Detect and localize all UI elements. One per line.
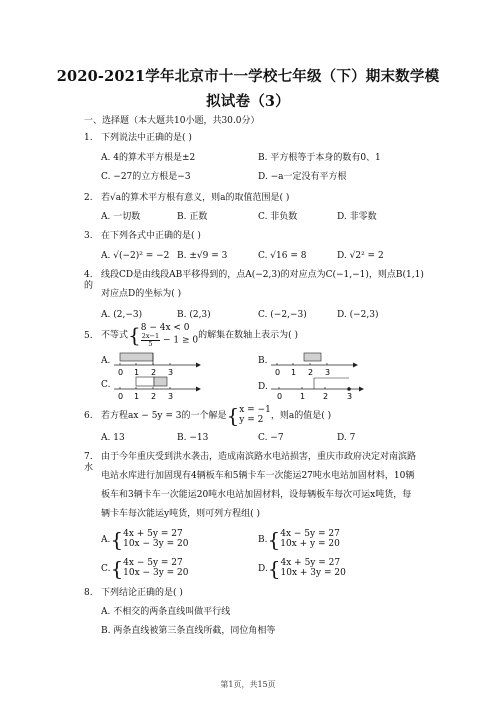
question-stem: 在下列各式中正确的是( ) [101, 231, 201, 241]
solution-system [239, 405, 271, 426]
q4-option-a: A. (2,−3) [101, 310, 143, 320]
fraction-numerator: 2x−1 [141, 332, 160, 341]
q7-option-d [258, 558, 346, 579]
equation-system [123, 529, 188, 550]
equation-2: 10x + 3y = 20 [280, 568, 346, 579]
q5-number-line-d [269, 374, 365, 402]
question-stem: 下列结论正确的是( ) [101, 588, 183, 598]
question-stem-pre: 不等式 [101, 330, 129, 341]
question-stem: 下列说法中正确的是( ) [101, 133, 192, 143]
q3-option-a: A. √(−2)² = −2 [101, 251, 170, 261]
tick-label: 3 [168, 392, 174, 401]
q5-option-a-label: A. [101, 356, 111, 366]
question-2 [84, 193, 424, 204]
question-5 [84, 323, 424, 347]
tick-label: 0 [277, 392, 283, 401]
tick-label: 3 [168, 368, 174, 377]
q2-option-b: B. 正数 [177, 212, 208, 222]
solution-x: x = −1 [239, 405, 271, 415]
question-6 [84, 405, 424, 426]
q3-option-b: B. ±√9 = 3 [177, 251, 228, 261]
question-stem-post: ，则a的值是( ) [270, 410, 332, 421]
q5-option-b-label: B. [258, 356, 268, 366]
q3-option-c: C. √16 = 8 [258, 251, 307, 261]
q4-option-d: D. (−2,3) [337, 310, 379, 320]
question-stem-pre: 若方程ax − 5y = 3的一个解是 [101, 410, 227, 421]
tick-label: 0 [275, 368, 281, 377]
option-label: B. [258, 534, 268, 545]
question-4-continued: 对应点D的坐标为( ) [101, 289, 182, 299]
brace-symbol: { [110, 527, 124, 552]
equation-2: 10x − 3y = 20 [123, 539, 189, 550]
question-line: 由于今年重庆受到洪水袭击，造成南滨路水电站损害，重庆市政府决定对南滨路水 [84, 452, 417, 474]
q6-option-a: A. 13 [101, 433, 125, 443]
option-label: C. [101, 563, 111, 574]
page-footer: 第1页，共15页 [220, 680, 276, 689]
equation-system [281, 558, 346, 579]
question-stem-post: 的解集在数轴上表示为( ) [198, 330, 299, 341]
question-line: 板车和3辆卡车一次能运20吨水电站加固材料，设每辆板车每次可运x吨货，每 [101, 490, 412, 500]
inequality-2 [141, 333, 198, 347]
inequality-1: 8 − 4x < 0 [140, 323, 190, 333]
q1-option-b: B. 平方根等于本身的数有0、1 [258, 153, 381, 163]
tick-label: 2 [151, 368, 157, 377]
equation-1: 4x + 5y = 27 [123, 529, 183, 539]
q2-option-d: D. 非零数 [337, 212, 377, 222]
equation-2: 10x + y = 20 [280, 539, 340, 550]
question-number: 7. [84, 452, 93, 462]
brace-symbol: { [226, 403, 240, 428]
equation-system [280, 529, 340, 550]
question-3 [84, 231, 424, 242]
tick-label: 0 [118, 368, 124, 377]
equation-1: 4x − 5y = 27 [280, 529, 340, 539]
question-number: 4. [84, 270, 93, 280]
inequality-2-rest: − 1 ≥ 0 [163, 335, 199, 346]
tick-label: 1 [300, 392, 306, 401]
q8-option-b: B. 两条直线被第三条直线所截，同位角相等 [101, 626, 276, 636]
q1-option-a: A. 4的算术平方根是±2 [101, 153, 196, 163]
q2-option-c: C. 非负数 [258, 212, 298, 222]
q4-option-b: B. (2,3) [177, 310, 211, 320]
question-number: 5. [84, 330, 93, 341]
equation-system [123, 558, 188, 579]
question-number: 2. [84, 193, 93, 203]
tick-label: 0 [118, 392, 124, 401]
q5-number-line-c [112, 374, 202, 402]
q1-option-c: C. −27的立方根是−3 [101, 172, 191, 182]
question-number: 8. [84, 588, 93, 598]
fraction-denominator: 5 [148, 339, 153, 348]
q1-option-d: D. −a一定没有平方根 [258, 172, 347, 182]
fraction [141, 333, 160, 347]
q5-option-d-label: D. [258, 382, 268, 392]
question-stem: 若√a的算术平方根有意义，则a的取值范围是( ) [101, 193, 290, 203]
question-1 [84, 133, 424, 144]
equation-2: 10x − 3y = 20 [123, 568, 189, 579]
tick-label: 3 [325, 368, 331, 377]
q4-option-c: C. (−2,−3) [258, 310, 307, 320]
question-number: 1. [84, 133, 93, 143]
tick-label: 2 [308, 368, 314, 377]
brace-symbol: { [128, 323, 141, 348]
solution-y: y = 2 [239, 415, 264, 426]
title-line-2: 拟试卷（3） [206, 93, 290, 110]
option-label: A. [101, 534, 111, 545]
tick-label: 2 [151, 392, 157, 401]
tick-label: 3 [347, 392, 353, 401]
tick-label: 1 [134, 392, 140, 401]
q7-option-b [258, 529, 340, 550]
brace-symbol: { [267, 527, 281, 552]
q2-option-a: A. 一切数 [101, 212, 141, 222]
question-number: 6. [84, 410, 93, 421]
inequality-system [141, 323, 198, 347]
q7-option-a [101, 529, 188, 550]
q6-option-d: D. 7 [337, 433, 356, 443]
question-8 [84, 588, 424, 599]
brace-symbol: { [267, 556, 281, 581]
q6-option-c: C. −7 [258, 433, 284, 443]
brace-symbol: { [110, 556, 124, 581]
title-line-1: 2020-2021学年北京市十一学校七年级（下）期末数学模 [56, 68, 440, 85]
question-line: 辆卡车每次能运y吨货，则可列方程组( ) [101, 509, 260, 519]
question-stem: 线段CD是由线段AB平移得到的，点A(−2,3)的对应点为C(−1,−1)，则点B(1,1)的 [84, 270, 424, 292]
equation-1: 4x + 5y = 27 [280, 558, 341, 568]
q7-option-c [101, 558, 189, 579]
equation-1: 4x − 5y = 27 [123, 558, 183, 568]
q3-option-d: D. √2² = 2 [337, 251, 384, 261]
tick-label: 1 [134, 368, 140, 377]
question-line: 电站水库进行加固现有4辆板车和5辆卡车一次能运27吨水电站加固材料，10辆 [101, 471, 415, 481]
tick-label: 2 [323, 392, 329, 401]
q8-option-a: A. 不相交的两条直线叫做平行线 [101, 607, 231, 617]
tick-label: 1 [291, 368, 297, 377]
section-heading: 一、选择题（本大题共10小题，共30.0分） [84, 116, 260, 126]
q6-option-b: B. −13 [177, 433, 209, 443]
q5-option-c-label: C. [101, 380, 111, 390]
option-label: D. [258, 563, 268, 574]
question-number: 3. [84, 231, 93, 241]
